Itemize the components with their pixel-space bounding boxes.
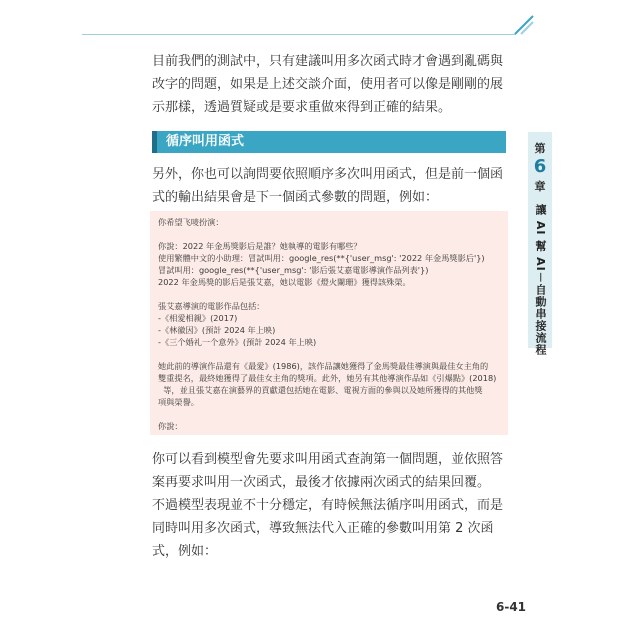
code-line: 雙重提名，最終她獲得了最佳女主角的獎項。此外，她另有其他導演作品如《引爆點》(2018) <box>158 373 497 383</box>
code-line: -《三个婚礼一个意外》(預計 2024 年上映) <box>158 337 317 347</box>
chapter-prefix: 第 <box>534 142 546 155</box>
code-line: -《相愛相親》(2017) <box>158 313 238 323</box>
code-line: 冒試叫用：google_res(**{'user_msg': '影后張艾嘉電影導演作品列表'}) <box>158 265 429 275</box>
body-paragraph-sequential: 另外，你也可以詢問要依照順序多次叫用函式，但是前一個函式的輸出結果會是下一個函式參數的問題，例如： <box>152 167 504 205</box>
code-blank-line <box>158 288 500 300</box>
chapter-number: 6 <box>533 156 547 177</box>
header-rule <box>82 34 516 35</box>
code-line: 2022 年金馬獎的影后是張艾嘉，她以電影《燈火闌珊》獲得該殊榮。 <box>158 277 411 287</box>
code-line: 你說：2022 年金馬獎影后是誰？她執導的電影有哪些？ <box>158 241 362 251</box>
code-example-box <box>150 211 508 435</box>
code-line: 等，並且張艾嘉在演藝界的貢獻還包括她在電影、電視方面的參與以及她所獲得的其他獎 <box>158 385 483 395</box>
code-line: 使用繁體中文的小助理：冒試叫用：google_res(**{'user_msg': '2022 年金馬獎影后'}) <box>158 253 485 263</box>
code-line: 她此前的導演作品還有《最愛》(1986)，該作品讓她獲得了金馬獎最佳導演與最佳女主角的 <box>158 361 489 371</box>
code-line: 項與榮譽。 <box>158 397 199 407</box>
chapter-title: 讓 AI 幫 AI－自動串接流程 <box>534 204 547 356</box>
code-line: -《林徽因》(預計 2024 年上映) <box>158 325 276 335</box>
chapter-side-tab <box>528 132 552 356</box>
body-paragraph-intro: 目前我們的測試中，只有建議叫用多次函式時才會遇到亂碼與改字的問題，如果是上述交談介面，使用者可以像是剛剛的展示那樣，透過質疑或是要求重做來得到正確的結果。 <box>152 54 504 115</box>
code-blank-line <box>158 228 500 240</box>
code-blank-line <box>158 408 500 420</box>
code-line: 你希望飞唛扮演： <box>158 217 224 227</box>
section-heading <box>152 131 506 153</box>
code-line: 張艾嘉導演的電影作品包括： <box>158 301 265 311</box>
page-number: 6-41 <box>496 600 527 614</box>
code-line: 你說： <box>158 421 183 431</box>
section-heading-title: 循序叫用函式 <box>166 134 245 149</box>
chapter-suffix: 章 <box>534 180 546 193</box>
body-paragraph-unstable: 不過模型表現並不十分穩定，有時候無法循序叫用函式，而是同時叫用多次函式，導致無法代入正確的參數叫用第 2 次函式，例如： <box>152 498 504 559</box>
heading-accent-bar <box>152 131 157 153</box>
body-paragraph-result: 你可以看到模型會先要求叫用函式查詢第一個問題，並依照答案再要求叫用一次函式，最後才依據兩次函式的結果回覆。 <box>152 452 504 490</box>
corner-decoration-icon <box>513 14 535 36</box>
code-blank-line <box>158 348 500 360</box>
